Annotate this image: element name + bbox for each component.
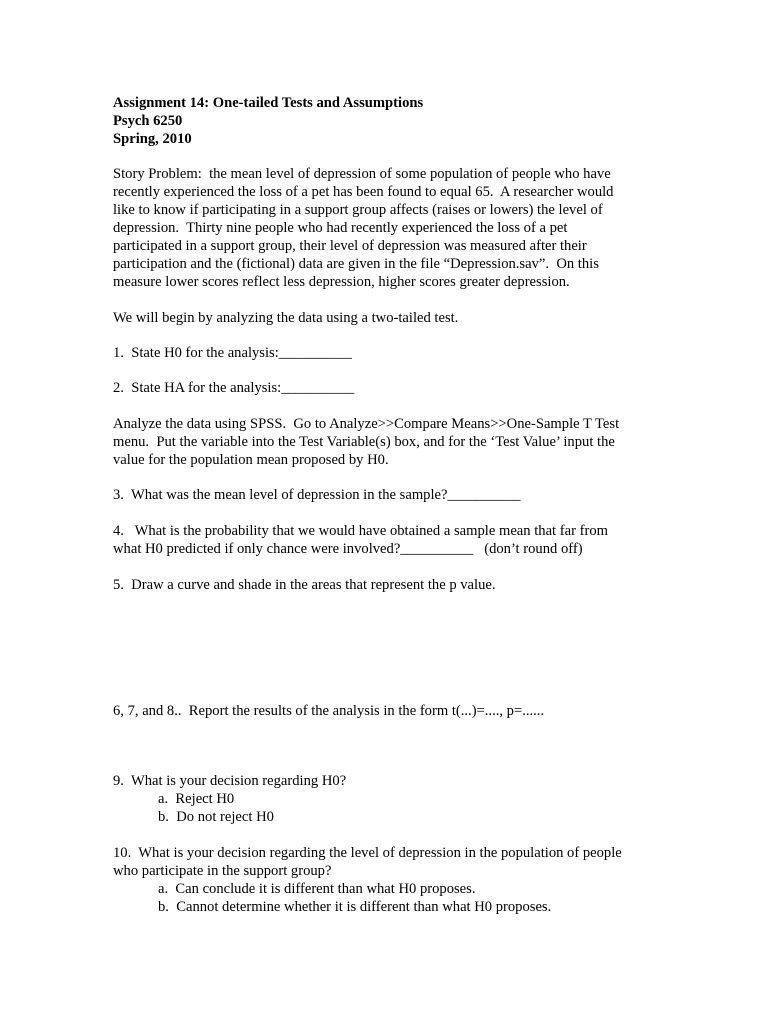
question-2: 2. State HA for the analysis:__________ (113, 380, 355, 396)
assignment-title: Assignment 14: One-tailed Tests and Assumptions (113, 95, 424, 111)
story-line: like to know if participating in a support group affects (raises or lowers) the level of (113, 202, 603, 218)
spss-line: menu. Put the variable into the Test Variable(s) box, and for the ‘Test Value’ input the (113, 434, 615, 450)
story-line: depression. Thirty nine people who had recently experienced the loss of a pet (113, 220, 568, 236)
story-line: measure lower scores reflect less depression, higher scores greater depression. (113, 274, 570, 290)
story-line: participated in a support group, their level of depression was measured after their (113, 238, 587, 254)
spss-line: value for the population mean proposed by H0. (113, 452, 389, 468)
question-6-7-8: 6, 7, and 8.. Report the results of the analysis in the form t(...)=...., p=...... (113, 703, 545, 719)
question-10-option-b: b. Cannot determine whether it is different than what H0 proposes. (158, 899, 552, 915)
question-10-line1: 10. What is your decision regarding the level of depression in the population of people (113, 845, 622, 861)
story-line: recently experienced the loss of a pet has been found to equal 65. A researcher would (113, 184, 614, 200)
intro-text: We will begin by analyzing the data using a two-tailed test. (113, 310, 459, 326)
term: Spring, 2010 (113, 131, 192, 147)
story-line: Story Problem: the mean level of depression of some population of people who have (113, 166, 611, 182)
question-10-line2: who participate in the support group? (113, 863, 332, 879)
question-10-option-a: a. Can conclude it is different than what H0 proposes. (158, 881, 476, 897)
course-number: Psych 6250 (113, 113, 183, 129)
question-3: 3. What was the mean level of depression in the sample?__________ (113, 487, 521, 503)
question-1: 1. State H0 for the analysis:__________ (113, 345, 352, 361)
question-5: 5. Draw a curve and shade in the areas that represent the p value. (113, 577, 496, 593)
story-line: participation and the (fictional) data are given in the file “Depression.sav”. On this (113, 256, 599, 272)
spss-line: Analyze the data using SPSS. Go to Analyze>>Compare Means>>One-Sample T Test (113, 416, 620, 432)
question-9-option-a: a. Reject H0 (158, 791, 235, 807)
question-4-line1: 4. What is the probability that we would have obtained a sample mean that far from (113, 523, 608, 539)
question-4-line2: what H0 predicted if only chance were involved?__________ (don’t round off) (113, 541, 583, 557)
question-9: 9. What is your decision regarding H0? (113, 773, 347, 789)
question-9-option-b: b. Do not reject H0 (158, 809, 274, 825)
